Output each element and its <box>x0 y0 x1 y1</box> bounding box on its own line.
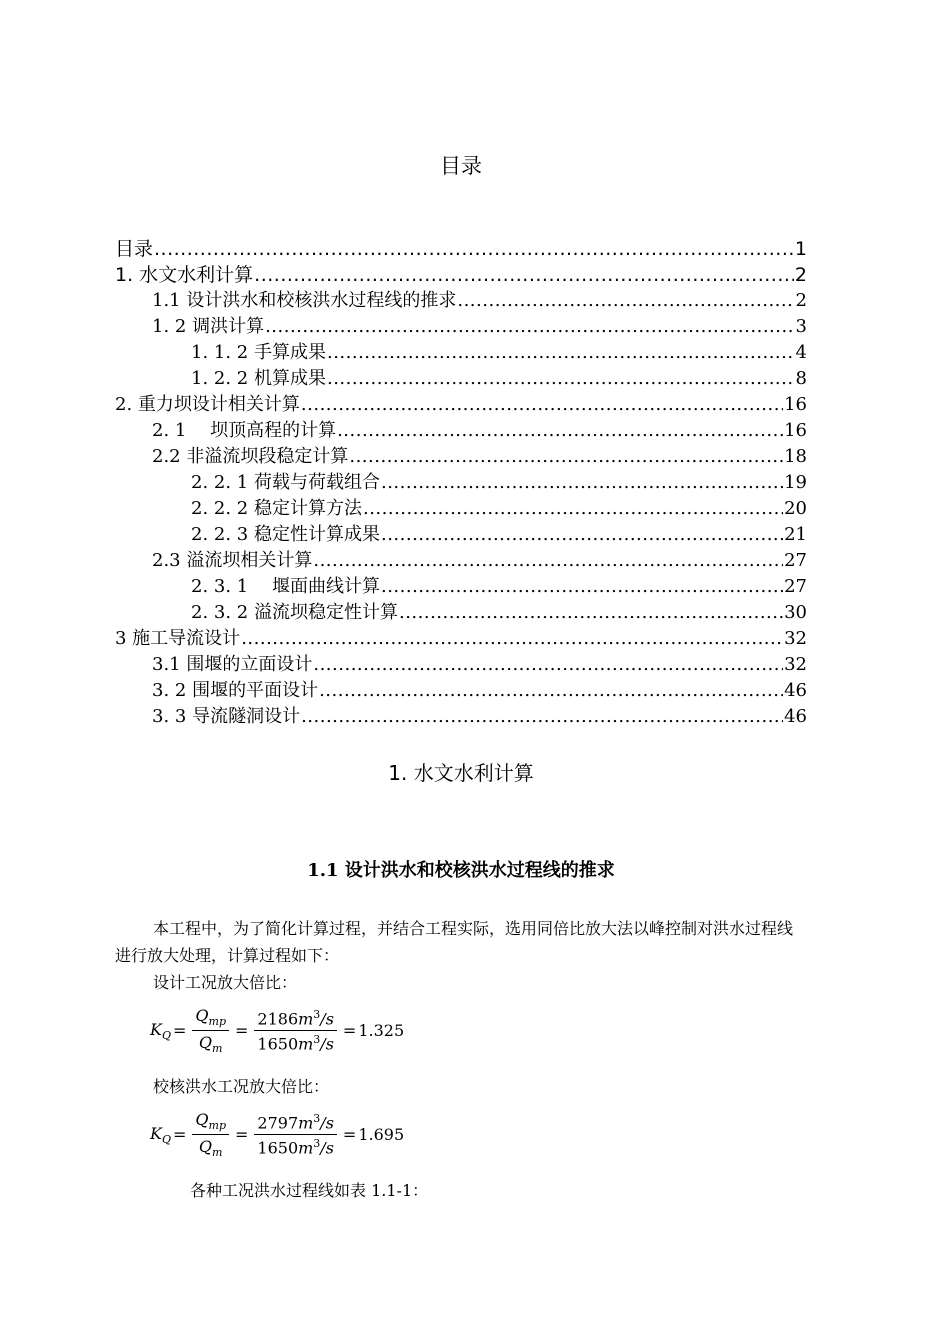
toc-entry-page: 21 <box>784 524 807 545</box>
toc-entry-title: 2. 3. 2 溢流坝稳定性计算 <box>191 602 398 623</box>
toc-entry[interactable] <box>115 288 807 314</box>
toc-leader-dots <box>319 678 783 704</box>
eq1-fraction-numeric: $\frac{2186m^3/s}{1650m^3/s}$ <box>254 1008 337 1054</box>
toc-heading: 目录 <box>440 154 482 178</box>
toc-entry-page: 32 <box>784 654 807 675</box>
toc-leader-dots <box>363 496 783 522</box>
toc-entry-title: 目录 <box>115 238 154 260</box>
toc-entry-page: 20 <box>784 498 807 519</box>
toc-leader-dots <box>301 392 783 418</box>
toc-entry-title: 1.1 设计洪水和校核洪水过程线的推求 <box>152 290 457 311</box>
toc-leader-dots <box>327 340 795 366</box>
toc-entry[interactable] <box>115 314 807 340</box>
toc-entry-page: 2 <box>794 264 807 286</box>
toc-entry[interactable] <box>115 600 807 626</box>
toc-entry-page: 1 <box>794 238 807 260</box>
toc-entry[interactable] <box>115 496 807 522</box>
toc-leader-dots <box>381 574 783 600</box>
toc-entry-title: 1. 2. 2 机算成果 <box>191 368 326 389</box>
toc-leader-dots <box>313 548 783 574</box>
toc-leader-dots <box>265 314 794 340</box>
toc-entry[interactable] <box>115 340 807 366</box>
eq2-fraction-numeric: $\frac{2797m^3/s}{1650m^3/s}$ <box>254 1112 337 1158</box>
toc-leader-dots <box>254 262 794 288</box>
toc-leader-dots <box>327 366 795 392</box>
toc-entry-page: 4 <box>795 342 807 363</box>
toc-entry-page: 18 <box>784 446 807 467</box>
eq2-fraction-symbolic: $\frac{Q_{mp}}{Q_m}$ <box>192 1110 229 1159</box>
toc-entry-title: 2. 2. 1 荷载与荷载组合 <box>191 472 380 493</box>
toc-entry-title: 2.3 溢流坝相关计算 <box>152 550 313 571</box>
toc-entry-title: 1. 2 调洪计算 <box>152 316 265 337</box>
subsection-heading: 1.1 设计洪水和校核洪水过程线的推求 <box>307 860 615 881</box>
toc-entry[interactable] <box>115 548 807 574</box>
eq1-result: 1.325 <box>358 1021 405 1041</box>
toc-leader-dots <box>381 522 783 548</box>
toc-entry-page: 46 <box>784 706 807 727</box>
toc-entry-title: 2. 重力坝设计相关计算 <box>115 394 300 415</box>
eq2-result: 1.695 <box>358 1125 405 1145</box>
toc-entry[interactable] <box>115 366 807 392</box>
toc-entry-page: 3 <box>795 316 807 337</box>
toc-leader-dots <box>241 626 783 652</box>
toc-entry-title: 2. 2. 2 稳定计算方法 <box>191 498 362 519</box>
toc-entry[interactable] <box>115 236 807 262</box>
toc-entry[interactable] <box>115 470 807 496</box>
equation-design: $K_Q$ = $\frac{Q_{mp}}{Q_m}$ = $\frac{2186m^3/s}{1650m^3/s}$ = 1.325 <box>150 1006 405 1056</box>
toc-entry-page: 30 <box>784 602 807 623</box>
toc-leader-dots <box>154 236 794 262</box>
toc-entry[interactable] <box>115 262 807 288</box>
toc-leader-dots <box>381 470 783 496</box>
eq1-lhs: $K_Q$ <box>150 1019 171 1042</box>
table-reference: 各种工况洪水过程线如表 1.1-1： <box>190 1181 429 1200</box>
toc-entry[interactable] <box>115 652 807 678</box>
toc-entry-title: 3 施工导流设计 <box>115 628 241 649</box>
toc-entry[interactable] <box>115 626 807 652</box>
equation-check: $K_Q$ = $\frac{Q_{mp}}{Q_m}$ = $\frac{2797m^3/s}{1650m^3/s}$ = 1.695 <box>150 1110 405 1160</box>
section-heading: 1. 水文水利计算 <box>388 761 534 785</box>
toc-entry[interactable] <box>115 418 807 444</box>
toc-entry-page: 8 <box>795 368 807 389</box>
intro-paragraph: 本工程中，为了简化计算过程，并结合工程实际，选用同倍比放大法以峰控制对洪水过程线进行放大处理，计算过程如下： <box>115 919 794 965</box>
toc-entry-page: 16 <box>784 394 807 415</box>
toc-entry-page: 19 <box>784 472 807 493</box>
toc-entry-page: 27 <box>784 576 807 597</box>
toc-entry-title: 3. 2 围堰的平面设计 <box>152 680 319 701</box>
toc-entry[interactable] <box>115 522 807 548</box>
toc-entry-title: 2. 2. 3 稳定性计算成果 <box>191 524 380 545</box>
toc-entry-title: 2.2 非溢流坝段稳定计算 <box>152 446 349 467</box>
toc-entry[interactable] <box>115 704 807 730</box>
toc-entry-title: 3.1 围堰的立面设计 <box>152 654 313 675</box>
toc-entry-title: 1. 水文水利计算 <box>115 264 254 286</box>
toc-entry-title: 2. 1 坝顶高程的计算 <box>152 420 337 441</box>
toc-leader-dots <box>399 600 783 626</box>
toc-entry-title: 2. 3. 1 堰面曲线计算 <box>191 576 380 597</box>
eq2-lhs: $K_Q$ <box>150 1123 171 1146</box>
toc-leader-dots <box>313 652 783 678</box>
toc-leader-dots <box>457 288 794 314</box>
toc-leader-dots <box>337 418 783 444</box>
toc-leader-dots <box>349 444 783 470</box>
toc-entry-title: 3. 3 导流隧洞设计 <box>152 706 301 727</box>
toc-entry[interactable] <box>115 574 807 600</box>
toc-entry-page: 27 <box>784 550 807 571</box>
toc-entry-title: 1. 1. 2 手算成果 <box>191 342 326 363</box>
toc-entry[interactable] <box>115 392 807 418</box>
toc-entry-page: 46 <box>784 680 807 701</box>
table-of-contents <box>115 236 807 730</box>
design-ratio-label: 设计工况放大倍比： <box>153 973 298 992</box>
toc-entry[interactable] <box>115 678 807 704</box>
toc-leader-dots <box>301 704 783 730</box>
toc-entry-page: 16 <box>784 420 807 441</box>
toc-entry-page: 32 <box>784 628 807 649</box>
check-ratio-label: 校核洪水工况放大倍比： <box>153 1077 330 1096</box>
eq1-fraction-symbolic: $\frac{Q_{mp}}{Q_m}$ <box>192 1006 229 1055</box>
toc-entry-page: 2 <box>795 290 807 311</box>
toc-entry[interactable] <box>115 444 807 470</box>
